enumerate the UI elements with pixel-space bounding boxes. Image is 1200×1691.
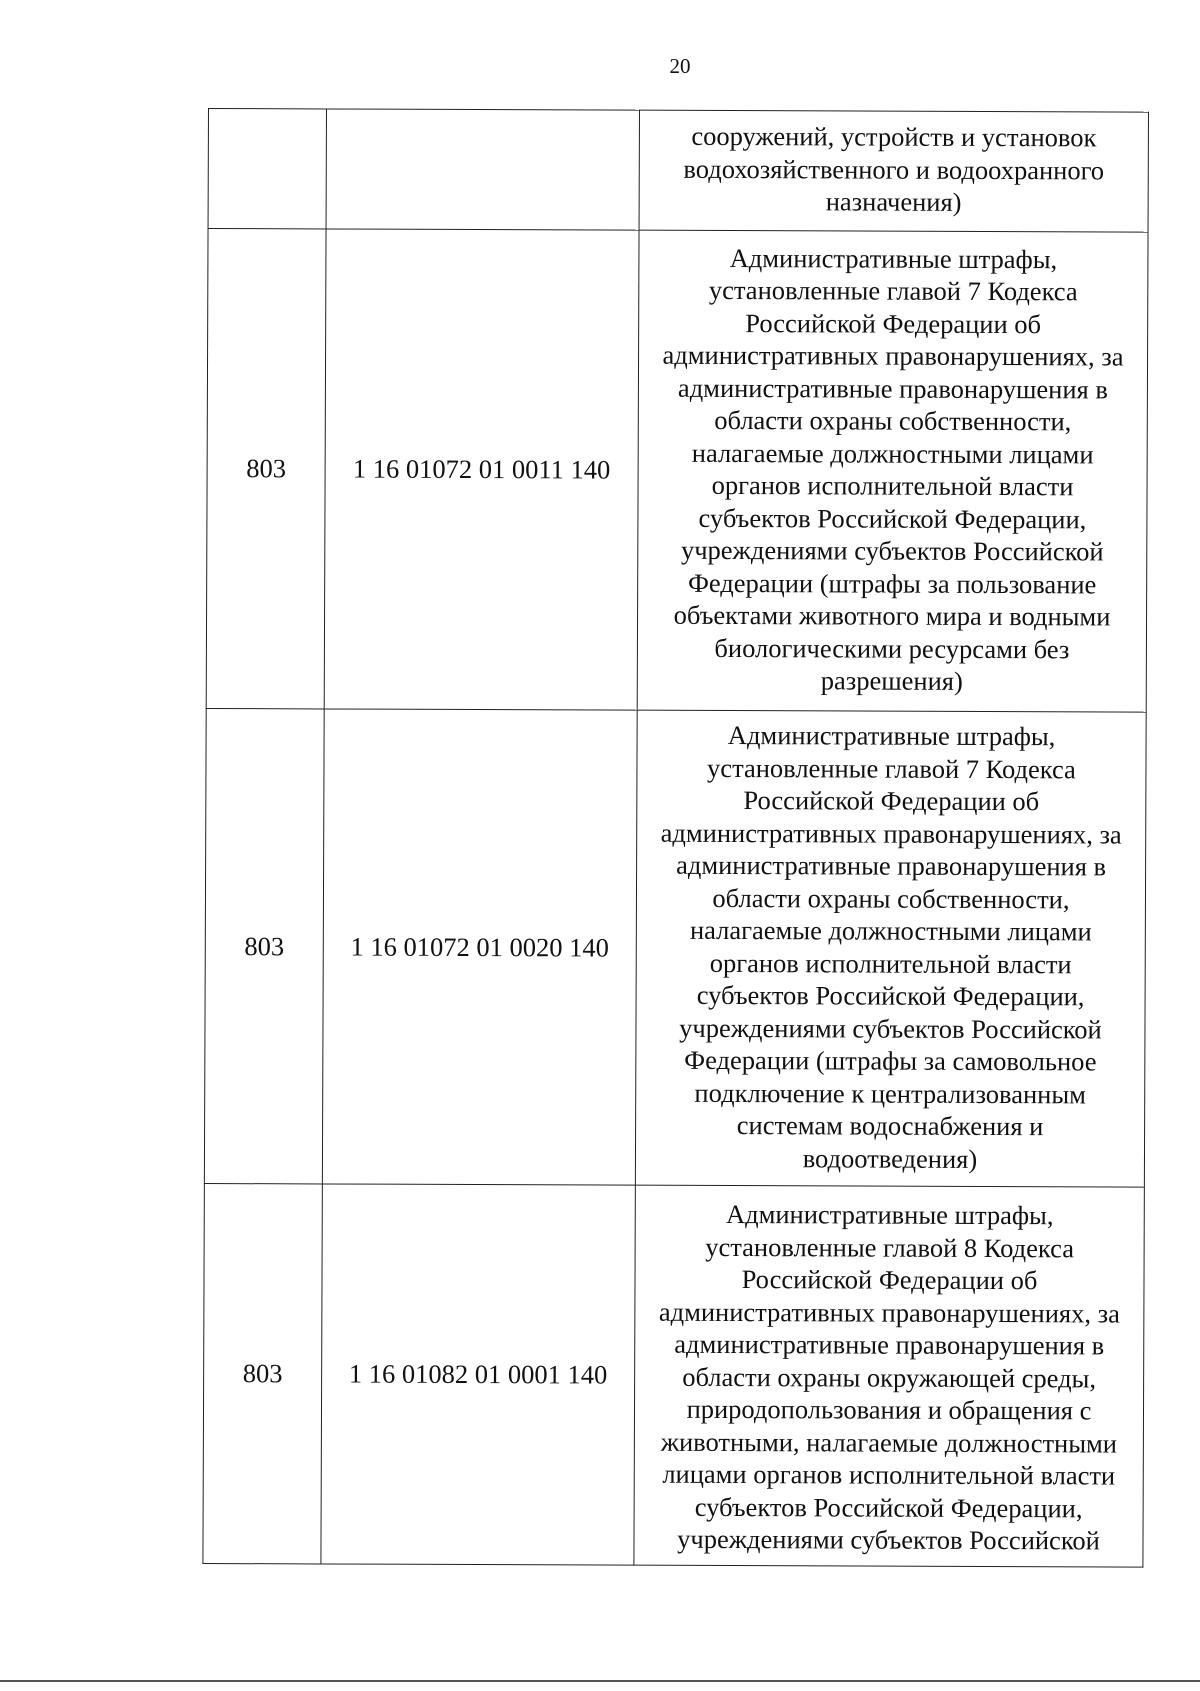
- page-number: 20: [669, 54, 691, 78]
- budget-code-cell: 1 16 01072 01 0020 140: [322, 709, 637, 1185]
- scan-edge-divider: [0, 1680, 1200, 1682]
- admin-code-cell: [208, 109, 326, 229]
- description-cell: сооружений, устройств и установок водохозяйственного и водоохранного назначения): [639, 110, 1148, 232]
- budget-code-cell: [326, 109, 639, 230]
- table-row: [203, 1183, 1144, 1567]
- table-row: [206, 229, 1148, 713]
- admin-code-cell: 803: [203, 1183, 322, 1563]
- budget-code-cell: 1 16 01072 01 0011 140: [324, 229, 639, 710]
- description-cell: Административные штрафы, установленные главой 8 Кодекса Российской Федерации об административных правонарушениях, за административные правонарушения в области охраны окружающей среды, природопользования и обращения с животными, налагаемые должностными лицами органов исполнительной власти субъектов Российской Федерации, учреждениями субъектов Российской: [634, 1185, 1144, 1567]
- description-cell: Административные штрафы, установленные главой 7 Кодекса Российской Федерации об административных правонарушениях, за административные правонарушения в области охраны собственности, налагаемые должностными лицами органов исполнительной власти субъектов Российской Федерации, учреждениями субъектов Российской Федерации (штрафы за пользование объектами животного мира и водными биологическими ресурсами без разрешения): [637, 230, 1148, 712]
- table-row: [204, 708, 1146, 1187]
- revenue-codes-table: [202, 108, 1149, 1568]
- admin-code-cell: 803: [206, 229, 326, 709]
- table-row: [208, 109, 1148, 233]
- admin-code-cell: 803: [204, 708, 324, 1183]
- description-cell: Административные штрафы, установленные главой 7 Кодекса Российской Федерации об административных правонарушениях, за административные правонарушения в области охраны собственности, налагаемые должностными лицами органов исполнительной власти субъектов Российской Федерации, учреждениями субъектов Российской Федерации (штрафы за самовольное подключение к централизованным системам водоснабжения и водоотведения): [635, 710, 1146, 1187]
- budget-code-cell: 1 16 01082 01 0001 140: [321, 1184, 635, 1565]
